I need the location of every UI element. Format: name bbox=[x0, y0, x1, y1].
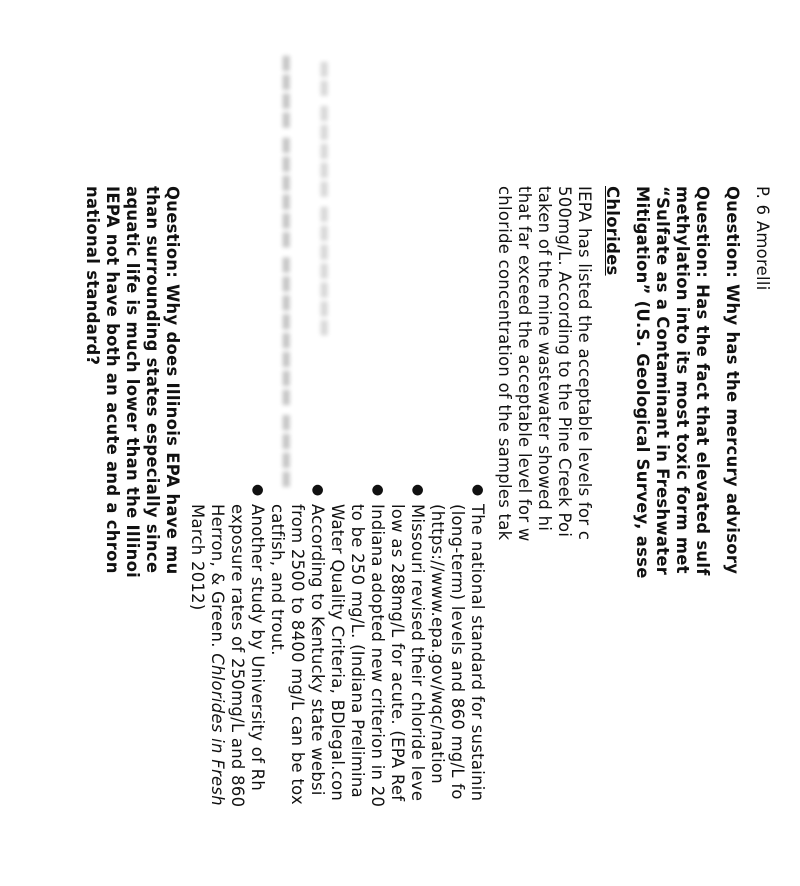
bleed-through-text: ▬▬ ▬▬▬▬▬ ▬▬▬▬▬▬▬ bbox=[314, 60, 338, 338]
bleed-through-text: ▬▬▬▬ ▬▬▬▬▬▬ ▬▬▬▬▬▬▬▬ ▬▬▬▬ bbox=[276, 54, 300, 489]
bullet4-line: According to Kentucky state websi bbox=[308, 504, 327, 796]
bullet-dot-icon: ● bbox=[250, 484, 266, 497]
chlorides-heading: Chlorides bbox=[603, 186, 622, 276]
chlorides-paragraph-line: taken of the mine wastewater showed hi bbox=[535, 186, 554, 532]
bullet-dot-icon: ● bbox=[370, 484, 386, 497]
bullet1-line: (long-term) levels and 860 mg/L fo bbox=[448, 504, 467, 800]
question-sulfate-line: “Sulfate as a Contaminant in Freshwater bbox=[653, 186, 672, 576]
bullet2-line: Missouri revised their chloride leve bbox=[408, 504, 427, 802]
question-sulfate-line: Question: Has the fact that elevated sulf bbox=[693, 186, 712, 576]
bullet3-line: to be 250 mg/L. (Indiana Prelimina bbox=[348, 504, 367, 798]
question-mercury-advisory: Question: Why has the mercury advisory bbox=[723, 186, 742, 575]
question-illinois-epa-line: aquatic life is much lower than the Illinoi bbox=[123, 186, 142, 579]
bullet-dot-icon: ● bbox=[410, 484, 426, 497]
page-label: P. 6 Amorelli bbox=[753, 186, 772, 291]
question-illinois-epa-line: than surrounding states especially since bbox=[143, 186, 162, 574]
question-sulfate-line: Mitigation” (U.S. Geological Survey, asse bbox=[633, 186, 652, 579]
chlorides-paragraph-line: chloride concentration of the samples tak bbox=[495, 186, 514, 541]
bullet5-line bbox=[207, 504, 227, 806]
bullet5-citation-authors: Herron, & Green. bbox=[208, 504, 227, 654]
bullet5-citation-title: Chlorides in Fresh bbox=[208, 653, 227, 806]
chlorides-paragraph-line: that far exceed the acceptable level for w bbox=[515, 186, 534, 542]
bullet5-line: March 2012) bbox=[188, 504, 207, 611]
question-illinois-epa-line: Question: Why does Illinois EPA have mu bbox=[163, 186, 182, 575]
bullet5-line: exposure rates of 250mg/L and 860 bbox=[228, 504, 247, 808]
bullet-dot-icon: ● bbox=[470, 484, 486, 497]
question-sulfate-line: methylation into its most toxic form met bbox=[673, 186, 692, 574]
chlorides-paragraph-line: 500mg/L. According to the Pine Creek Poi bbox=[555, 186, 574, 538]
bullet3-line: Water Quality Criteria, BDlegal.con bbox=[328, 504, 347, 802]
bullet1-link[interactable]: (https://www.epa.gov/wqc/nation bbox=[428, 504, 447, 784]
chlorides-paragraph-line: IEPA has listed the acceptable levels for c bbox=[575, 186, 594, 541]
question-illinois-epa-line: national standard? bbox=[83, 186, 102, 366]
question-illinois-epa-line: IEPA not have both an acute and a chron bbox=[103, 186, 122, 574]
bullet4-line: catfish, and trout. bbox=[268, 504, 287, 656]
bullet-dot-icon: ● bbox=[310, 484, 326, 497]
bullet5-line: Another study by University of Rh bbox=[248, 504, 267, 792]
bullet3-line: Indiana adopted new criterion in 20 bbox=[368, 504, 387, 808]
bullet2-line: low as 288mg/L for acute. (EPA Ref bbox=[388, 504, 407, 802]
bullet1-line: The national standard for sustainin bbox=[468, 504, 487, 802]
bullet4-line: from 2500 to 8400 mg/L can be tox bbox=[288, 504, 307, 806]
